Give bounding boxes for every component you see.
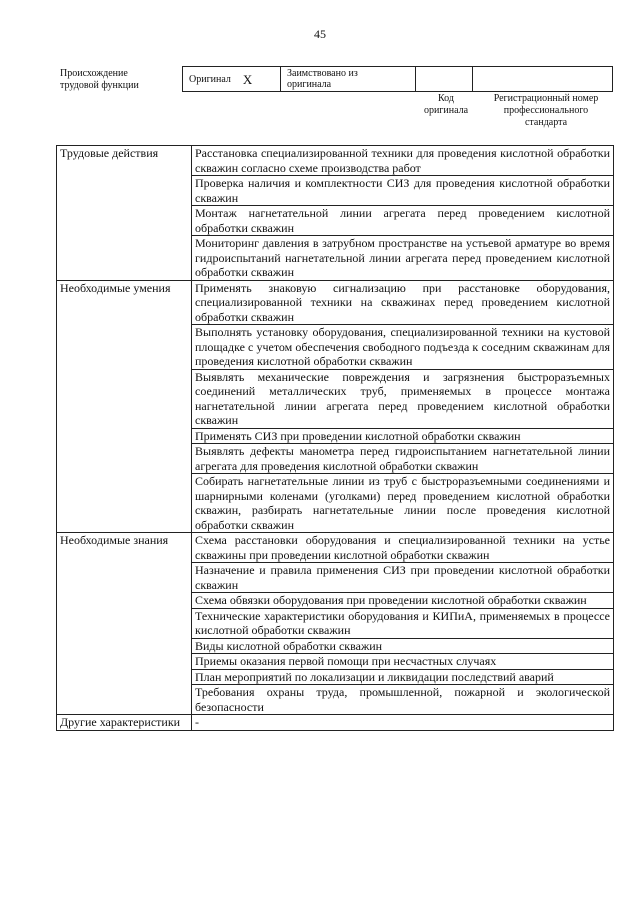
page-number: 45 <box>314 27 326 41</box>
origin-label <box>60 68 139 92</box>
section-title: Необходимые умения <box>57 280 192 533</box>
borrowed-label-line: Заимствовано из <box>287 68 358 79</box>
code-label-line: Код <box>438 93 454 104</box>
original-mark: X <box>242 71 253 87</box>
section-item: Расстановка специализированной техники для проведения кислотной обработки скважин согласно схеме производства работ <box>192 146 614 176</box>
section-item: Технические характеристики оборудования и КИПиА, применяемых в процессе кислотной обработки скважин <box>192 608 614 638</box>
table-row <box>57 146 614 176</box>
original-cell <box>182 67 280 91</box>
section-item: Схема расстановки оборудования и специализированной техники на устье скважины при проведении кислотной обработки скважин <box>192 533 614 563</box>
section-item: Монтаж нагнетательной линии агрегата перед проведением кислотной обработки скважин <box>192 206 614 236</box>
table-row <box>57 715 614 731</box>
section-item: Виды кислотной обработки скважин <box>192 638 614 654</box>
code-label-line: оригинала <box>423 105 469 116</box>
original-label: Оригинал <box>189 73 231 85</box>
reg-number-cell <box>472 67 613 91</box>
code-cell <box>415 67 472 91</box>
origin-label-line: Происхождение <box>60 68 128 79</box>
section-item: Приемы оказания первой помощи при несчастных случаях <box>192 654 614 670</box>
borrowed-cell <box>280 67 415 91</box>
section-item: Мониторинг давления в затрубном пространстве на устьевой арматуре во время гидроиспытаний нагнетательной линии агрегата перед проведением кислотной обработки скважин <box>192 236 614 281</box>
section-title: Другие характеристики <box>57 715 192 731</box>
origin-label-line: трудовой функции <box>60 80 139 91</box>
section-item: Выявлять дефекты манометра перед гидроиспытанием нагнетательной линии агрегата для проведения кислотной обработки скважин <box>192 444 614 474</box>
section-item: - <box>192 715 614 731</box>
code-label <box>411 93 481 117</box>
section-item: Проверка наличия и комплектности СИЗ для проведения кислотной обработки скважин <box>192 176 614 206</box>
section-item: Назначение и правила применения СИЗ при проведении кислотной обработки скважин <box>192 563 614 593</box>
section-item: Применять СИЗ при проведении кислотной обработки скважин <box>192 428 614 444</box>
function-table <box>56 145 614 731</box>
section-title: Необходимые знания <box>57 533 192 715</box>
reg-number-label <box>476 93 616 129</box>
table-row <box>57 533 614 563</box>
section-item: Схема обвязки оборудования при проведении кислотной обработки скважин <box>192 593 614 609</box>
section-item: План мероприятий по локализации и ликвидации последствий аварий <box>192 669 614 685</box>
section-item: Выполнять установку оборудования, специализированной техники на кустовой площадке с учетом обеспечения свободного подъезда к соседним скважинам для проведения кислотной обработки скважин <box>192 325 614 370</box>
table-row <box>57 280 614 325</box>
borrowed-label-line: оригинала <box>287 79 332 90</box>
reg-number-label-line: стандарта <box>524 117 568 128</box>
origin-grid <box>182 66 613 92</box>
reg-number-label-line: профессионального <box>503 105 589 116</box>
section-title: Трудовые действия <box>57 146 192 281</box>
reg-number-label-line: Регистрационный номер <box>493 93 599 104</box>
section-item: Выявлять механические повреждения и загрязнения быстроразъемных соединений металлических труб, применяемых в процессе монтажа нагнетательной линии агрегата перед проведением кислотной обработки скважин <box>192 369 614 428</box>
section-item: Требования охраны труда, промышленной, пожарной и экологической безопасности <box>192 685 614 715</box>
section-item: Применять знаковую сигнализацию при расстановке оборудования, специализированной техники на скважинах перед проведением кислотной обработки скважин <box>192 280 614 325</box>
section-item: Собирать нагнетательные линии из труб с быстроразъемными соединениями и шарнирными коленами (уголками) перед проведением кислотной обработки скважин, разбирать нагнетательные линии после проведения кислотной обработки скважин <box>192 474 614 533</box>
